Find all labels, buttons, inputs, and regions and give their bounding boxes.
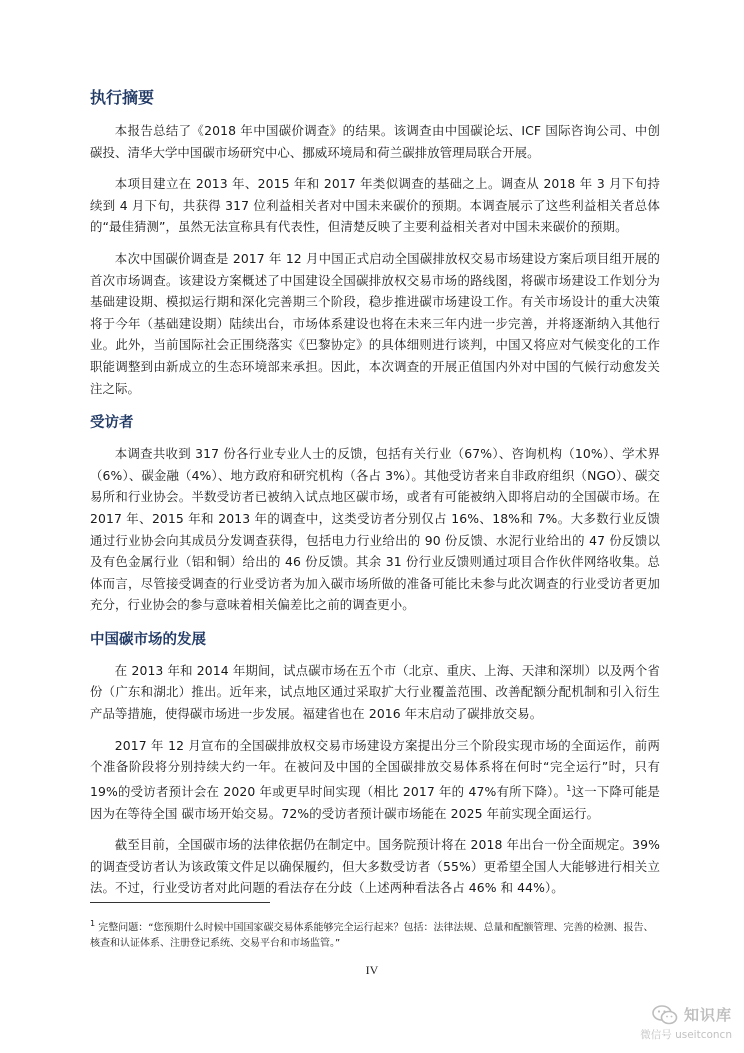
footnote-reference[interactable]: 1	[566, 783, 572, 793]
paragraph: 本报告总结了《2018 年中国碳价调查》的结果。该调查由中国碳论坛、ICF 国际咨询公司、中创碳投、清华大学中国碳市场研究中心、挪威环境局和荷兰碳排放管理局联合开展。	[90, 123, 660, 160]
wechat-icon	[652, 1005, 678, 1025]
paragraph: 本次中国碳价调查是 2017 年 12 月中国正式启动全国碳排放权交易市场建设方案后项目组开展的首次市场调查。该建设方案概述了中国建设全国碳排放权交易市场的路线图，将碳市场建设工作划分为基础建设期、模拟运行期和深化完善期三个阶段，稳步推进碳市场建设工作。有关市场设计的重大决策将于今年（基础建设期）陆续出台，市场体系建设也将在未来三年内进一步完善，并将逐渐纳入其他行业。此外，当前国际社会正围绕落实《巴黎协定》的具体细则进行谈判，中国又将应对气候变化的工作职能调整到由新成立的生态环境部来承担。因此，本次调查的开展正值国内外对中国的气候行动愈发关注之际。	[90, 250, 660, 396]
footnote-marker: 1	[90, 919, 96, 928]
page-content	[90, 88, 660, 909]
paragraph-with-footnote-ref	[90, 735, 660, 825]
footnote-text: 完整问题：“您预期什么时候中国国家碳交易体系能够完全运行起来？包括：法律法规、总量和配额管理、完善的检测、报告、核查和认证体系、注册登记系统、交易平台和市场监管。”	[90, 922, 654, 950]
section-heading-executive-summary: 执行摘要	[90, 88, 155, 107]
paragraph: 本项目建立在 2013 年、2015 年和 2017 年类似调查的基础之上。调查从 2018 年 3 月下旬持续到 4 月下旬，共获得 317 位利益相关者对中国未来碳价的预期。本调查展示了这些利益相关者总体的“最佳猜测”，虽然无法宣称具有代表性，但清楚反映了主要利益相关者对中国未来碳价的预期。	[90, 176, 660, 235]
paragraph: 截至目前，全国碳市场的法律依据仍在制定中。国务院预计将在 2018 年出台一份全面规定。39%的调查受访者认为该政策文件足以确保履约，但大多数受访者（55%）更希望全国人大能够进行相关立法。不过，行业受访者对此问题的看法存在分歧（上述两种看法各占 46% 和 44%）。	[90, 837, 660, 896]
paragraph: 本调查共收到 317 份各行业专业人士的反馈，包括有关行业（67%）、咨询机构（10%）、学术界（6%）、碳金融（4%）、地方政府和研究机构（各占 3%）。其他受访者来自非政府组织（NGO）、碳交易所和行业协会。半数受访者已被纳入试点地区碳市场，或者有可能被纳入即将启动的全国碳市场。在 2017 年、2015 年和 2013 年的调查中，这类受访者分别仅占 16%、18%和 7%。大多数行业反馈通过行业协会向其成员分发调查获得，包括电力行业给出的 90 份反馈、水泥行业给出的 47 份反馈以及有色金属行业（铝和铜）给出的 46 份反馈。其余 31 份行业反馈则通过项目合作伙伴网络收集。总体而言，尽管接受调查的行业受访者为加入碳市场所做的准备可能比未参与此次调查的行业受访者更加充分，行业协会的参与意味着相关偏差比之前的调查更小。	[90, 446, 660, 613]
paragraph: 在 2013 年和 2014 年期间，试点碳市场在五个市（北京、重庆、上海、天津和深圳）以及两个省份（广东和湖北）推出。近年来，试点地区通过采取扩大行业覆盖范围、改善配额分配机制和引入衍生产品等措施，使得碳市场进一步发展。福建省也在 2016 年末启动了碳排放交易。	[90, 662, 660, 722]
page-number: IV	[365, 963, 379, 977]
paragraph-text: 这一下降可能是因为在等待全国 碳市场开始交易。72%的受访者预计碳市场能在 2025 年前实现全面运行。	[90, 783, 660, 821]
watermark-subtitle: 微信号 useitconcn	[640, 1029, 732, 1041]
watermark	[612, 1004, 732, 1050]
section-heading-respondents: 受访者	[90, 415, 134, 432]
watermark-brand: 知识库	[683, 1006, 732, 1024]
footnote	[90, 916, 660, 952]
paragraph-text: 2017 年 12 月宣布的全国碳排放权交易市场建设方案提出分三个阶段实现市场的全面运作，前两个准备阶段将分别持续大约一年。在被问及中国的全国碳排放交易体系将在何时“完全运行”时，只有 19%的受访者预计会在 2020 年或更早时间实现（相比 2017 年的 47%有所下降）。	[90, 737, 660, 799]
footnote-divider	[90, 902, 270, 903]
section-heading-market-development: 中国碳市场的发展	[90, 631, 206, 648]
